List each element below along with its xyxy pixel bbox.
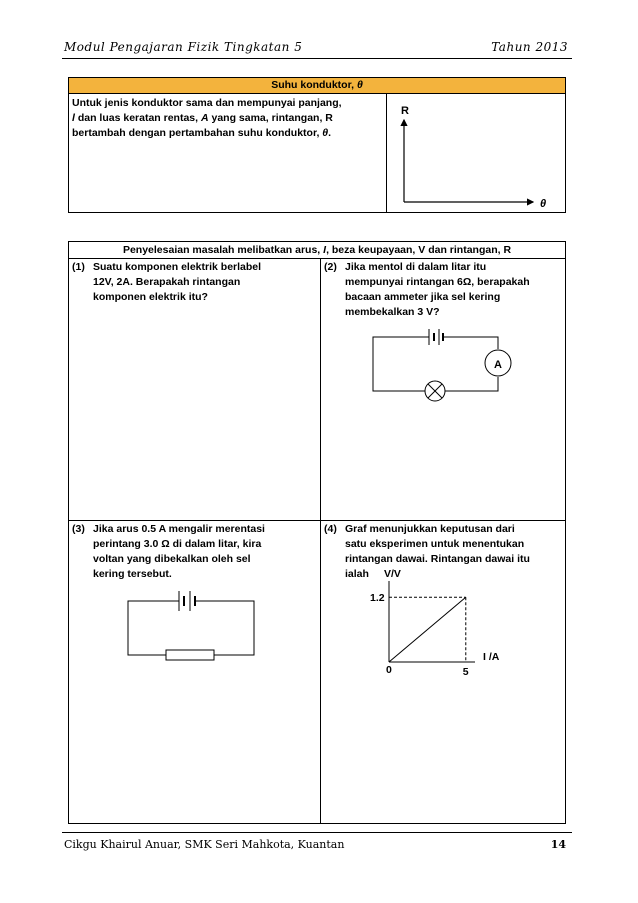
question-2-cell <box>321 259 565 521</box>
y-tick-label: 1.2 <box>370 592 385 605</box>
x-tick-label: 5 <box>462 666 469 678</box>
footer-author: Cikgu Khairul Anuar, SMK Seri Mahkota, Kuantan <box>64 838 345 851</box>
header-rule <box>62 58 572 59</box>
question-3-text: Jika arus 0.5 A mengalir merentasi perintang 3.0 Ω di dalam litar, kira voltan yang dibekalkan oleh sel kering tersebut. <box>93 523 265 580</box>
question-3-number: (3) <box>72 523 85 535</box>
question-1-text: Suatu komponen elektrik berlabel 12V, 2A. Berapakah rintangan komponen elektrik itu? <box>93 261 262 303</box>
circuit-wire-top-right <box>443 337 498 349</box>
problem-table <box>68 241 566 824</box>
footer-rule <box>62 832 572 833</box>
r-theta-graph-cell <box>387 94 565 212</box>
resistor-icon <box>166 650 214 660</box>
v-axis-label: V/V <box>384 568 401 580</box>
r-axis-label: R <box>401 105 409 117</box>
question-1-number: (1) <box>72 261 85 273</box>
data-line <box>389 597 466 662</box>
circuit-wire-left <box>373 337 429 391</box>
theta-symbol: θ <box>356 79 363 91</box>
i-axis-label: I /A <box>483 651 500 663</box>
circuit-wire-left <box>128 601 179 655</box>
bulb-ammeter-circuit <box>321 259 567 521</box>
header-title: Modul Pengajaran Fizik Tingkatan 5 <box>64 40 303 54</box>
header-year: Tahun 2013 <box>491 40 568 54</box>
question-2-number: (2) <box>324 261 337 273</box>
resistor-circuit <box>69 521 321 821</box>
question-4-text: Graf menunjukkan keputusan dari satu eksperimen untuk menentukan rintangan dawai. Rintangan dawai itu ialah <box>345 523 530 580</box>
v-i-graph <box>321 521 567 681</box>
question-4-number: (4) <box>324 523 337 535</box>
temperature-description: Untuk jenis konduktor sama dan mempunyai panjang, l dan luas keratan rentas, A yang sama, rintangan, R bertambah dengan pertambahan suhu konduktor, θ. <box>69 94 387 212</box>
origin-label: 0 <box>386 664 392 676</box>
question-3-cell <box>69 521 321 823</box>
circuit-wire-right <box>195 601 254 655</box>
ammeter-label: A <box>494 359 502 371</box>
temperature-table <box>68 77 566 213</box>
question-2-text: Jika mentol di dalam litar itu mempunyai rintangan 6Ω, berapakah bacaan ammeter jika sel kering membekalkan 3 V? <box>345 261 530 318</box>
question-1-cell <box>69 259 321 521</box>
page-number: 14 <box>550 838 566 851</box>
theta-axis-label: θ <box>540 198 547 210</box>
r-theta-axes <box>387 94 565 212</box>
circuit-wire-right <box>445 377 498 391</box>
problem-table-title: Penyelesaian masalah melibatkan arus, I, beza keupayaan, V dan rintangan, R <box>69 242 565 259</box>
question-4-cell <box>321 521 565 823</box>
temperature-table-title: Suhu konduktor, θ <box>69 78 565 94</box>
